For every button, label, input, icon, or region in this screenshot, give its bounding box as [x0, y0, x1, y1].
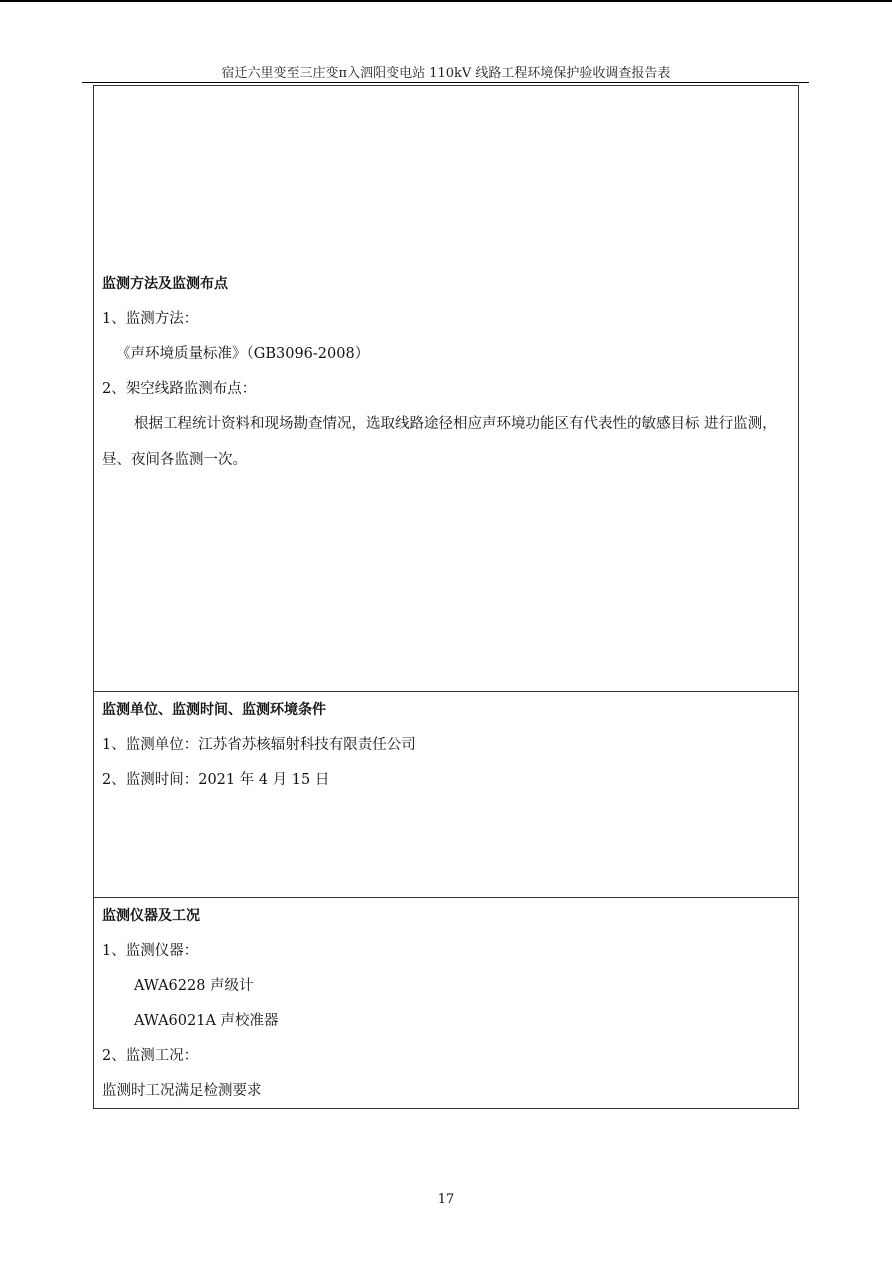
unit-section-cell	[93, 691, 799, 897]
method-section-cell	[93, 85, 799, 691]
page-number: 17	[437, 1192, 455, 1207]
monitoring-unit: 1、监测单位：江苏省苏核辐射科技有限责任公司	[102, 737, 416, 753]
header-rule	[82, 82, 809, 83]
method-item2-label: 2、架空线路监测布点：	[102, 381, 257, 397]
instrument-item: AWA6228 声级计	[134, 978, 254, 994]
document-header-title: 宿迁六里变至三庄变π入泗阳变电站 110kV 线路工程环境保护验收调查报告表	[221, 66, 671, 81]
top-border	[0, 0, 892, 2]
method-section-heading: 监测方法及监测布点	[102, 276, 228, 292]
method-paragraph: 根据工程统计资料和现场勘查情况，选取线路途径相应声环境功能区有代表性的敏感目标 进行监测，昼、夜间各监测一次。	[102, 416, 777, 468]
instruments-section-cell	[93, 897, 799, 1109]
method-item1-label: 1、监测方法：	[102, 311, 199, 327]
instruments-item2-label: 2、监测工况：	[102, 1048, 199, 1064]
instruments-item1-label: 1、监测仪器：	[102, 943, 199, 959]
monitoring-time: 2、监测时间：2021 年 4 月 15 日	[102, 772, 330, 788]
unit-section-heading: 监测单位、监测时间、监测环境条件	[102, 702, 326, 718]
instrument-item: AWA6021A 声校准器	[134, 1013, 279, 1029]
method-standard: 《声环境质量标准》（GB3096-2008）	[116, 346, 370, 362]
instruments-section-heading: 监测仪器及工况	[102, 908, 200, 924]
operating-condition: 监测时工况满足检测要求	[102, 1083, 262, 1099]
